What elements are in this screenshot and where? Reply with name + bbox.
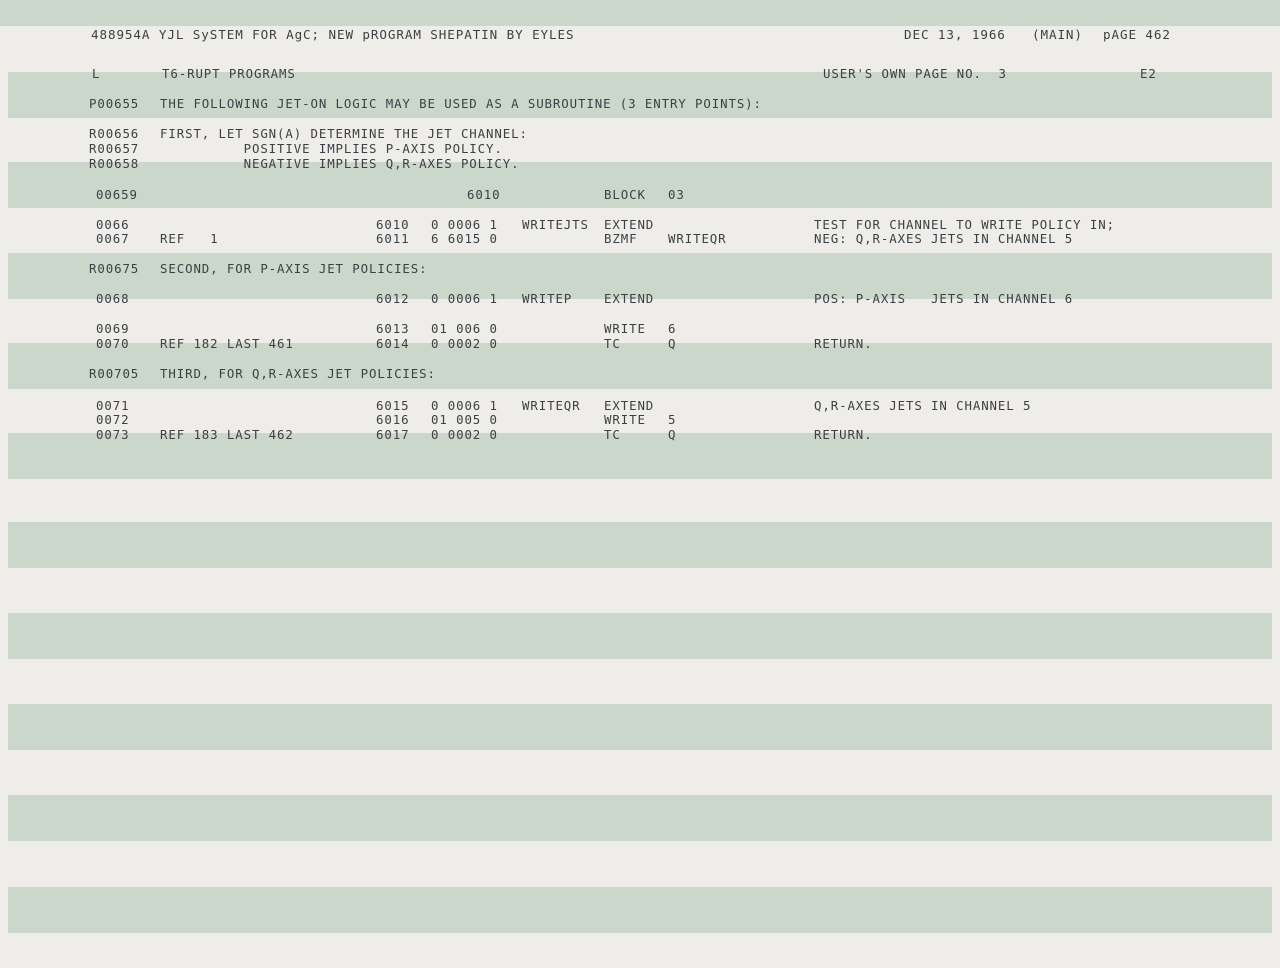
reference: REF 1 [160,231,219,246]
green-bar-band [8,522,1272,568]
operand: WRITEQR [668,231,727,246]
location: 6016 [376,412,410,427]
operand: Q [668,427,677,442]
comment-text: FIRST, LET SGN(A) DETERMINE THE JET CHANNEL: [160,126,528,141]
remark: Q,R-AXES JETS IN CHANNEL 5 [814,398,1032,413]
reference: REF 182 LAST 461 [160,336,294,351]
octal-code: 0 0002 0 [431,427,498,442]
green-bar-band [0,0,1280,26]
comment-text: SECOND, FOR P-AXIS JET POLICIES: [160,261,428,276]
location: 6017 [376,427,410,442]
line-number: R00657 [89,141,140,156]
comment-text: THE FOLLOWING JET-ON LOGIC MAY BE USED AS A SUBROUTINE (3 ENTRY POINTS): [160,96,762,111]
remark: RETURN. [814,336,873,351]
location: 6010 [467,187,501,202]
green-bar-band [8,704,1272,750]
label: WRITEQR [522,398,581,413]
green-bar-band [8,613,1272,659]
octal-code: 6 6015 0 [431,231,498,246]
octal-code: 0 0006 1 [431,217,498,232]
opcode: TC [604,427,621,442]
opcode: BLOCK [604,187,646,202]
comment-text: THIRD, FOR Q,R-AXES JET POLICIES: [160,366,436,381]
reference: REF 183 LAST 462 [160,427,294,442]
line-number: 0071 [96,398,130,413]
remark: NEG: Q,R-AXES JETS IN CHANNEL 5 [814,231,1074,246]
line-number: 00659 [96,187,138,202]
operand: 03 [668,187,685,202]
listing-title: 488954A YJL SySTEM FOR AgC; NEW pROGRAM SHEPATIN BY EYLES [91,27,575,42]
line-number: 0066 [96,217,130,232]
opcode: EXTEND [604,291,655,306]
opcode: TC [604,336,621,351]
line-number: 0069 [96,321,130,336]
listing-date: DEC 13, 1966 [904,27,1006,42]
comment-text: POSITIVE IMPLIES P-AXIS POLICY. [160,141,503,156]
label: WRITEJTS [522,217,589,232]
line-number: P00655 [89,96,140,111]
line-number: R00675 [89,261,140,276]
line-number: R00705 [89,366,140,381]
section-name: T6-RUPT PROGRAMS [162,66,296,81]
octal-code: 01 006 0 [431,321,498,336]
page-number: pAGE 462 [1103,27,1171,42]
octal-code: 01 005 0 [431,412,498,427]
operand: 5 [668,412,677,427]
line-number: 0070 [96,336,130,351]
opcode: EXTEND [604,398,655,413]
octal-code: 0 0006 1 [431,291,498,306]
operand: 6 [668,321,677,336]
line-number: 0072 [96,412,130,427]
users-own-page: USER'S OWN PAGE NO. 3 [823,66,1007,81]
listing-mode: (MAIN) [1032,27,1083,42]
octal-code: 0 0002 0 [431,336,498,351]
location: 6015 [376,398,410,413]
remark: TEST FOR CHANNEL TO WRITE POLICY IN; [814,217,1115,232]
location: 6014 [376,336,410,351]
section-code: E2 [1140,66,1157,81]
octal-code: 0 0006 1 [431,398,498,413]
location: 6010 [376,217,410,232]
location: 6011 [376,231,410,246]
line-number: 0068 [96,291,130,306]
line-number: 0073 [96,427,130,442]
line-number: 0067 [96,231,130,246]
opcode: EXTEND [604,217,655,232]
section-marker: L [92,66,101,81]
opcode: BZMF [604,231,638,246]
opcode: WRITE [604,412,646,427]
comment-text: NEGATIVE IMPLIES Q,R-AXES POLICY. [160,156,520,171]
remark: POS: P-AXIS JETS IN CHANNEL 6 [814,291,1074,306]
line-number: R00656 [89,126,140,141]
operand: Q [668,336,677,351]
location: 6013 [376,321,410,336]
label: WRITEP [522,291,573,306]
green-bar-band [8,887,1272,933]
line-number: R00658 [89,156,140,171]
green-bar-band [8,795,1272,841]
remark: RETURN. [814,427,873,442]
location: 6012 [376,291,410,306]
opcode: WRITE [604,321,646,336]
